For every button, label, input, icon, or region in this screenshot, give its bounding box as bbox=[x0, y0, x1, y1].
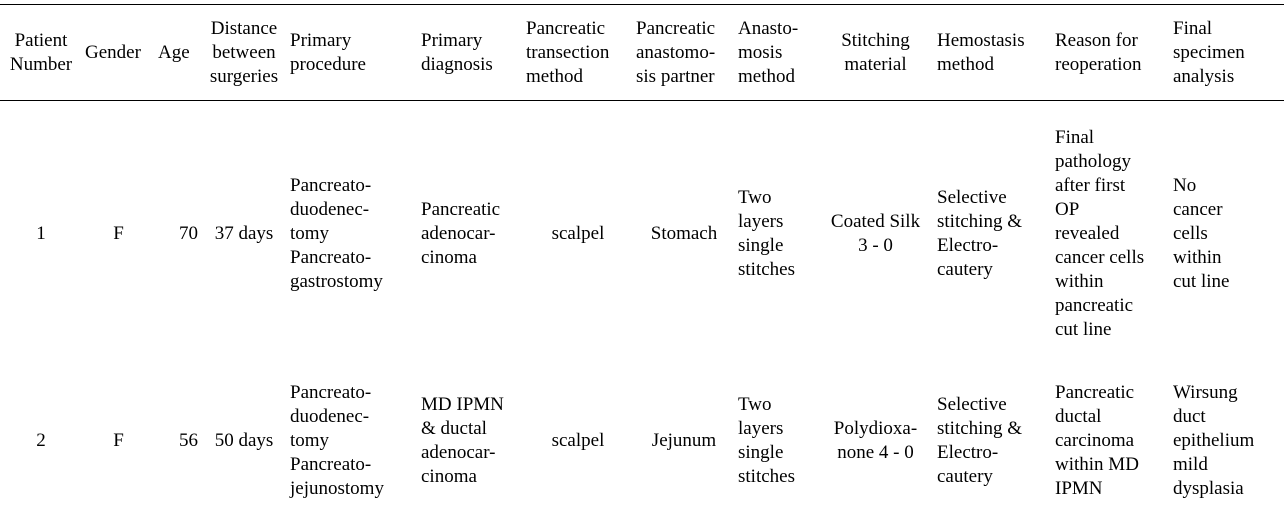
header-age: Age bbox=[155, 5, 201, 101]
cell-reason: Final pathology after first OP revealed cancer cells within pancreatic cut line bbox=[1055, 126, 1145, 340]
header-primary-procedure: Primary procedure bbox=[287, 5, 418, 101]
cell-transection-method: scalpel bbox=[551, 430, 605, 451]
cell-anastomosis-method: Two layers single stitches bbox=[738, 186, 795, 280]
cell-age: 70 bbox=[179, 222, 198, 244]
cell-primary-procedure: Pancreato- duodenec- tomy Pancreato- jejunostomy bbox=[290, 382, 384, 499]
header-row bbox=[0, 5, 1284, 101]
cell-distance: 37 days bbox=[214, 222, 274, 244]
header-stitching-material: Stitching material bbox=[817, 5, 934, 101]
cell-anastomosis-partner: Stomach bbox=[650, 222, 718, 244]
cell-gender: F bbox=[113, 430, 124, 451]
header-final-specimen: Final specimen analysis bbox=[1170, 5, 1284, 101]
cell-patient-number: 2 bbox=[36, 430, 46, 451]
cell-anastomosis-partner: Jejunum bbox=[651, 430, 717, 451]
cell-stitching-material: Coated Silk 3 - 0 bbox=[830, 210, 921, 256]
header-reason: Reason for reoperation bbox=[1052, 5, 1170, 101]
cell-final-specimen: No cancer cells within cut line bbox=[1173, 174, 1230, 292]
cell-transection-method: scalpel bbox=[551, 222, 605, 244]
patient-table bbox=[0, 4, 1284, 516]
header-hemostasis-method: Hemostasis method bbox=[934, 5, 1052, 101]
cell-hemostasis-method: Selective stitching & Electro- cautery bbox=[937, 186, 1022, 280]
cell-distance: 50 days bbox=[214, 430, 274, 451]
table-row bbox=[0, 367, 1284, 516]
cell-anastomosis-method: Two layers single stitches bbox=[738, 394, 795, 487]
cell-final-specimen: Wirsung duct epithelium mild dysplasia bbox=[1173, 382, 1255, 499]
cell-hemostasis-method: Selective stitching & Electro- cautery bbox=[937, 394, 1022, 487]
cell-stitching-material: Polydioxa- none 4 - 0 bbox=[833, 418, 918, 463]
cell-primary-diagnosis: Pancreatic adenocar- cinoma bbox=[421, 198, 501, 268]
header-distance: Distance between surgeries bbox=[201, 5, 287, 101]
header-patient-number: Patient Number bbox=[0, 5, 82, 101]
cell-gender: F bbox=[113, 222, 124, 244]
header-transection-method: Pancreatic transection method bbox=[523, 5, 633, 101]
cell-primary-diagnosis: MD IPMN & ductal adenocar- cinoma bbox=[421, 394, 504, 487]
cell-patient-number: 1 bbox=[36, 222, 46, 244]
header-gender: Gender bbox=[82, 5, 155, 101]
cell-primary-procedure: Pancreato- duodenec- tomy Pancreato- gastrostomy bbox=[290, 174, 383, 292]
cell-reason: Pancreatic ductal carcinoma within MD IPMN bbox=[1055, 382, 1139, 499]
header-primary-diagnosis: Primary diagnosis bbox=[418, 5, 523, 101]
table-row bbox=[0, 101, 1284, 367]
cell-age: 56 bbox=[179, 430, 198, 451]
header-anastomosis-method: Anasto- mosis method bbox=[735, 5, 817, 101]
header-anastomosis-partner: Pancreatic anastomo- sis partner bbox=[633, 5, 735, 101]
